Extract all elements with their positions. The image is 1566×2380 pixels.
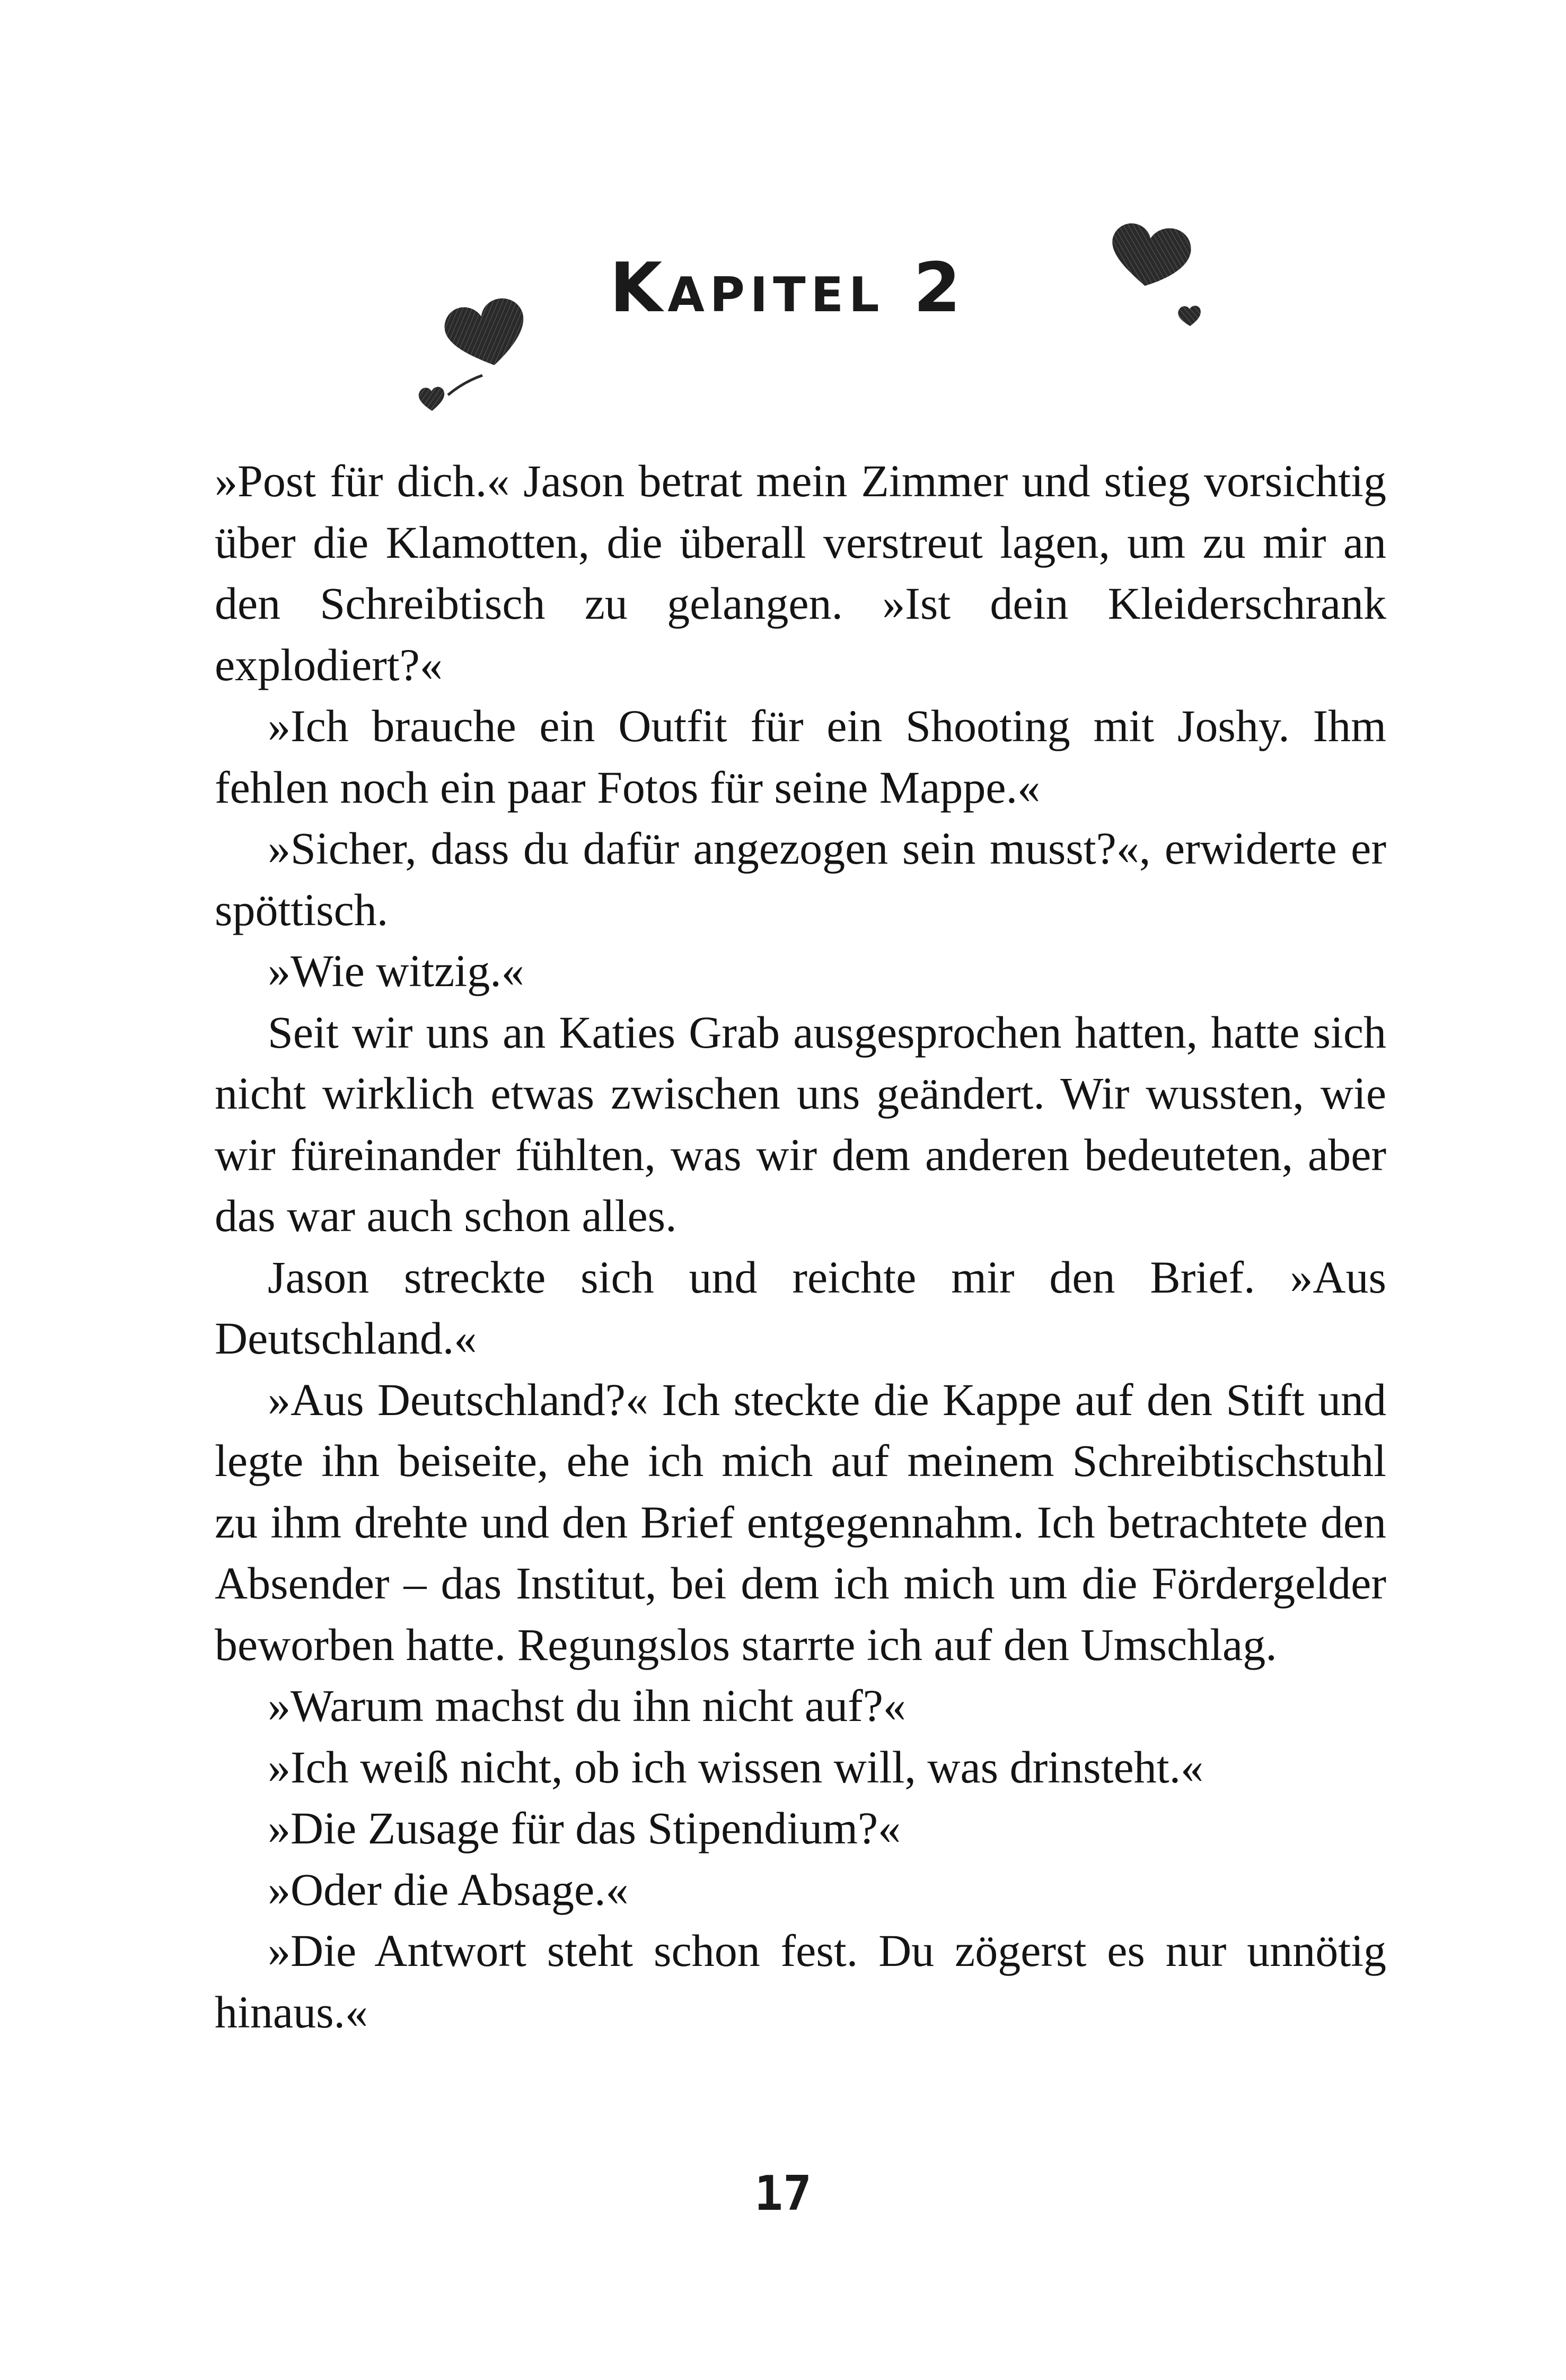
paragraph: »Post für dich.« Jason betrat mein Zimmer und stieg vorsichtig über die Klamotten, die überall verstreut lagen, um zu mir an den Schreibtisch zu gelangen. »Ist dein Kleiderschrank explodiert?« (215, 455, 1386, 690)
paragraph: »Oder die Absage.« (268, 1864, 629, 1915)
page-number: 17 (754, 2166, 812, 2221)
paragraph: »Wie witzig.« (268, 945, 524, 996)
heart-icon (408, 286, 546, 424)
chapter-text (215, 451, 1386, 2043)
paragraph: »Ich weiß nicht, ob ich wissen will, was drinsteht.« (268, 1741, 1204, 1793)
paragraph: »Aus Deutschland?« Ich steckte die Kappe auf den Stift und legte ihn beiseite, ehe ich mich auf meinem Schreibtischstuhl zu ihm drehte und den Brief entgegennahm. Ich betrachtete den Absender – das Institut, bei dem ich mich um die Fördergelder beworben hatte. Regungslos starrte ich auf den Umschlag. (215, 1374, 1386, 1670)
heart-icon (1092, 212, 1230, 334)
paragraph: »Warum machst du ihn nicht auf?« (268, 1680, 906, 1731)
paragraph: Seit wir uns an Katies Grab ausgesprochen hatten, hatte sich nicht wirklich etwas zwischen uns geändert. Wir wussten, wie wir füreinander fühlten, was wir dem anderen bedeuteten, aber das war auch schon alles. (215, 1006, 1386, 1241)
chapter-title: Kapitel 2 (610, 249, 966, 328)
paragraph: »Die Antwort steht schon fest. Du zögerst es nur unnötig hinaus.« (215, 1925, 1386, 2038)
paragraph: Jason streckte sich und reichte mir den Brief. »Aus Deutschland.« (215, 1251, 1386, 1364)
paragraph: »Ich brauche ein Outfit für ein Shooting mit Joshy. Ihm fehlen noch ein paar Fotos für seine Mappe.« (215, 700, 1386, 813)
paragraph: »Die Zusage für das Stipendium?« (268, 1803, 901, 1854)
paragraph: »Sicher, dass du dafür angezogen sein musst?«, erwiderte er spöttisch. (215, 823, 1386, 935)
chapter-heading (0, 233, 1566, 350)
